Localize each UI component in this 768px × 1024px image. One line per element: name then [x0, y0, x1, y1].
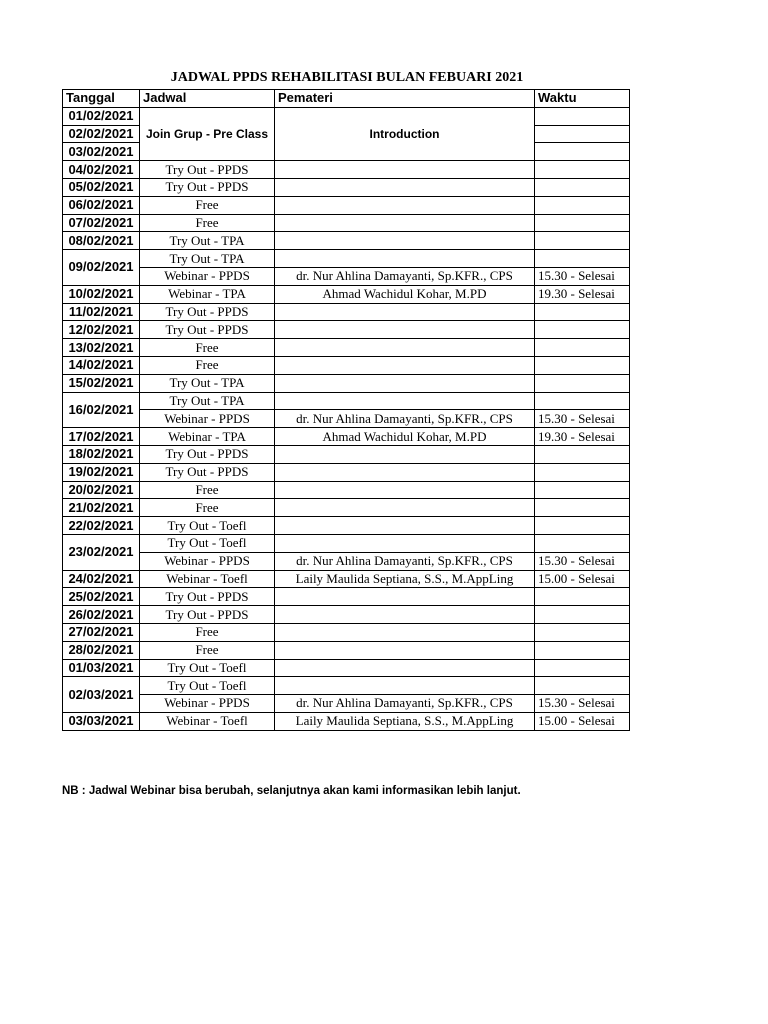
waktu-cell — [535, 232, 630, 250]
date-cell: 15/02/2021 — [63, 374, 140, 392]
waktu-cell — [535, 125, 630, 143]
pemateri-cell: Laily Maulida Septiana, S.S., M.AppLing — [275, 712, 535, 730]
date-cell: 28/02/2021 — [63, 641, 140, 659]
waktu-cell: 19.30 - Selesai — [535, 285, 630, 303]
pemateri-cell: dr. Nur Ahlina Damayanti, Sp.KFR., CPS — [275, 695, 535, 713]
pemateri-cell — [275, 641, 535, 659]
waktu-cell — [535, 143, 630, 161]
date-cell: 02/03/2021 — [63, 677, 140, 713]
waktu-cell — [535, 250, 630, 268]
jadwal-cell: Free — [140, 356, 275, 374]
date-cell: 09/02/2021 — [63, 250, 140, 286]
table-row — [63, 232, 630, 250]
pemateri-cell — [275, 374, 535, 392]
date-cell: 13/02/2021 — [63, 339, 140, 357]
table-row — [63, 570, 630, 588]
pemateri-cell: Laily Maulida Septiana, S.S., M.AppLing — [275, 570, 535, 588]
pemateri-cell — [275, 517, 535, 535]
pemateri-cell: Ahmad Wachidul Kohar, M.PD — [275, 428, 535, 446]
pemateri-cell — [275, 534, 535, 552]
date-cell: 02/02/2021 — [63, 125, 140, 143]
date-cell: 10/02/2021 — [63, 285, 140, 303]
table-row — [63, 214, 630, 232]
jadwal-cell-merged: Join Grup - Pre Class — [140, 107, 275, 160]
table-row — [63, 517, 630, 535]
waktu-cell — [535, 445, 630, 463]
waktu-cell — [535, 606, 630, 624]
waktu-cell — [535, 623, 630, 641]
jadwal-cell: Try Out - PPDS — [140, 178, 275, 196]
date-cell: 04/02/2021 — [63, 161, 140, 179]
date-cell: 14/02/2021 — [63, 356, 140, 374]
pemateri-cell — [275, 161, 535, 179]
jadwal-cell: Free — [140, 339, 275, 357]
jadwal-cell: Webinar - Toefl — [140, 570, 275, 588]
table-row — [63, 659, 630, 677]
date-cell: 17/02/2021 — [63, 428, 140, 446]
jadwal-cell: Free — [140, 214, 275, 232]
jadwal-cell: Try Out - TPA — [140, 250, 275, 268]
jadwal-cell: Webinar - PPDS — [140, 267, 275, 285]
table-row — [63, 481, 630, 499]
jadwal-cell: Try Out - TPA — [140, 392, 275, 410]
table-row — [63, 445, 630, 463]
jadwal-cell: Try Out - PPDS — [140, 161, 275, 179]
jadwal-cell: Try Out - Toefl — [140, 534, 275, 552]
pemateri-cell — [275, 214, 535, 232]
jadwal-cell: Free — [140, 196, 275, 214]
jadwal-cell: Try Out - Toefl — [140, 677, 275, 695]
waktu-cell: 19.30 - Selesai — [535, 428, 630, 446]
date-cell: 11/02/2021 — [63, 303, 140, 321]
waktu-cell — [535, 677, 630, 695]
schedule-table — [62, 89, 630, 731]
date-cell: 25/02/2021 — [63, 588, 140, 606]
table-row — [63, 250, 630, 268]
pemateri-cell — [275, 178, 535, 196]
header-tanggal: Tanggal — [63, 90, 140, 108]
jadwal-cell: Webinar - TPA — [140, 285, 275, 303]
footnote: NB : Jadwal Webinar bisa berubah, selanjutnya akan kami informasikan lebih lanjut. — [62, 785, 521, 797]
waktu-cell — [535, 517, 630, 535]
waktu-cell — [535, 499, 630, 517]
jadwal-cell: Try Out - PPDS — [140, 445, 275, 463]
table-row — [63, 712, 630, 730]
waktu-cell — [535, 303, 630, 321]
waktu-cell — [535, 463, 630, 481]
pemateri-cell: Ahmad Wachidul Kohar, M.PD — [275, 285, 535, 303]
jadwal-cell: Webinar - PPDS — [140, 410, 275, 428]
schedule-body — [63, 90, 630, 731]
jadwal-cell: Try Out - PPDS — [140, 321, 275, 339]
date-cell: 22/02/2021 — [63, 517, 140, 535]
jadwal-cell: Webinar - PPDS — [140, 552, 275, 570]
waktu-cell — [535, 392, 630, 410]
table-row — [63, 196, 630, 214]
date-cell: 19/02/2021 — [63, 463, 140, 481]
pemateri-cell — [275, 250, 535, 268]
waktu-cell — [535, 356, 630, 374]
waktu-cell: 15.30 - Selesai — [535, 410, 630, 428]
waktu-cell: 15.00 - Selesai — [535, 712, 630, 730]
pemateri-cell — [275, 606, 535, 624]
jadwal-cell: Try Out - Toefl — [140, 517, 275, 535]
pemateri-cell — [275, 321, 535, 339]
jadwal-cell: Try Out - PPDS — [140, 463, 275, 481]
table-row — [63, 606, 630, 624]
table-row — [63, 623, 630, 641]
jadwal-cell: Free — [140, 499, 275, 517]
date-cell: 03/03/2021 — [63, 712, 140, 730]
waktu-cell — [535, 374, 630, 392]
jadwal-cell: Try Out - TPA — [140, 232, 275, 250]
table-row — [63, 463, 630, 481]
date-cell: 01/02/2021 — [63, 107, 140, 125]
date-cell: 26/02/2021 — [63, 606, 140, 624]
jadwal-cell: Try Out - PPDS — [140, 606, 275, 624]
pemateri-cell: dr. Nur Ahlina Damayanti, Sp.KFR., CPS — [275, 267, 535, 285]
date-cell: 21/02/2021 — [63, 499, 140, 517]
waktu-cell — [535, 321, 630, 339]
waktu-cell — [535, 196, 630, 214]
date-cell: 27/02/2021 — [63, 623, 140, 641]
waktu-cell — [535, 641, 630, 659]
waktu-cell — [535, 161, 630, 179]
date-cell: 18/02/2021 — [63, 445, 140, 463]
table-row — [63, 552, 630, 570]
header-jadwal: Jadwal — [140, 90, 275, 108]
waktu-cell — [535, 588, 630, 606]
table-row — [63, 588, 630, 606]
waktu-cell — [535, 214, 630, 232]
pemateri-cell-merged: Introduction — [275, 107, 535, 160]
table-row — [63, 356, 630, 374]
pemateri-cell — [275, 659, 535, 677]
table-row — [63, 641, 630, 659]
table-row — [63, 499, 630, 517]
jadwal-cell: Try Out - PPDS — [140, 588, 275, 606]
jadwal-cell: Webinar - TPA — [140, 428, 275, 446]
pemateri-cell: dr. Nur Ahlina Damayanti, Sp.KFR., CPS — [275, 410, 535, 428]
pemateri-cell — [275, 445, 535, 463]
table-row — [63, 107, 630, 125]
table-row — [63, 267, 630, 285]
pemateri-cell — [275, 481, 535, 499]
pemateri-cell — [275, 196, 535, 214]
jadwal-cell: Try Out - TPA — [140, 374, 275, 392]
pemateri-cell: dr. Nur Ahlina Damayanti, Sp.KFR., CPS — [275, 552, 535, 570]
table-row — [63, 534, 630, 552]
table-row — [63, 321, 630, 339]
date-cell: 16/02/2021 — [63, 392, 140, 428]
waktu-cell — [535, 534, 630, 552]
date-cell: 23/02/2021 — [63, 534, 140, 570]
table-row — [63, 677, 630, 695]
date-cell: 05/02/2021 — [63, 178, 140, 196]
jadwal-cell: Free — [140, 481, 275, 499]
table-row — [63, 161, 630, 179]
waktu-cell — [535, 339, 630, 357]
waktu-cell — [535, 107, 630, 125]
header-row — [63, 90, 630, 108]
table-row — [63, 303, 630, 321]
date-cell: 01/03/2021 — [63, 659, 140, 677]
jadwal-cell: Try Out - Toefl — [140, 659, 275, 677]
date-cell: 06/02/2021 — [63, 196, 140, 214]
header-pemateri: Pemateri — [275, 90, 535, 108]
date-cell: 03/02/2021 — [63, 143, 140, 161]
waktu-cell — [535, 659, 630, 677]
jadwal-cell: Try Out - PPDS — [140, 303, 275, 321]
pemateri-cell — [275, 588, 535, 606]
date-cell: 07/02/2021 — [63, 214, 140, 232]
date-cell: 24/02/2021 — [63, 570, 140, 588]
page-title: JADWAL PPDS REHABILITASI BULAN FEBUARI 2021 — [170, 70, 524, 85]
date-cell: 20/02/2021 — [63, 481, 140, 499]
header-waktu: Waktu — [535, 90, 630, 108]
pemateri-cell — [275, 677, 535, 695]
pemateri-cell — [275, 623, 535, 641]
pemateri-cell — [275, 303, 535, 321]
pemateri-cell — [275, 339, 535, 357]
table-row — [63, 392, 630, 410]
waktu-cell — [535, 178, 630, 196]
date-cell: 08/02/2021 — [63, 232, 140, 250]
waktu-cell: 15.30 - Selesai — [535, 267, 630, 285]
waktu-cell — [535, 481, 630, 499]
waktu-cell: 15.00 - Selesai — [535, 570, 630, 588]
table-row — [63, 178, 630, 196]
table-row — [63, 339, 630, 357]
pemateri-cell — [275, 356, 535, 374]
pemateri-cell — [275, 463, 535, 481]
date-cell: 12/02/2021 — [63, 321, 140, 339]
table-row — [63, 374, 630, 392]
jadwal-cell: Free — [140, 623, 275, 641]
table-row — [63, 285, 630, 303]
jadwal-cell: Webinar - PPDS — [140, 695, 275, 713]
table-row — [63, 410, 630, 428]
table-row — [63, 428, 630, 446]
jadwal-cell: Free — [140, 641, 275, 659]
pemateri-cell — [275, 392, 535, 410]
pemateri-cell — [275, 499, 535, 517]
waktu-cell: 15.30 - Selesai — [535, 552, 630, 570]
table-row — [63, 695, 630, 713]
pemateri-cell — [275, 232, 535, 250]
jadwal-cell: Webinar - Toefl — [140, 712, 275, 730]
waktu-cell: 15.30 - Selesai — [535, 695, 630, 713]
